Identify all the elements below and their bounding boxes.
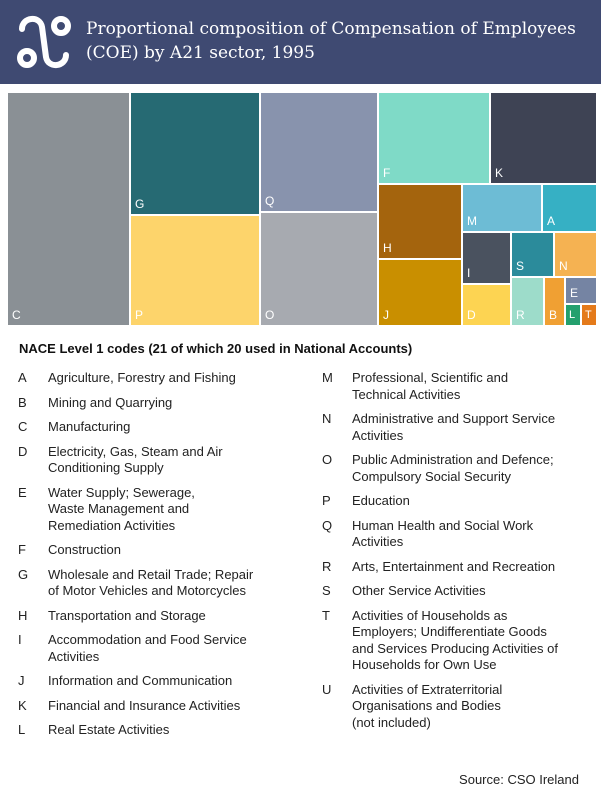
legend-code: N (322, 411, 332, 426)
treemap-cell-j (378, 259, 462, 326)
treemap-label-m: M (467, 214, 477, 228)
legend-heading: NACE Level 1 codes (21 of which 20 used in National Accounts) (19, 341, 413, 356)
page-title: Proportional composition of Compensation of Employees (COE) by A21 sector, 1995 (86, 19, 576, 63)
legend-code: I (18, 632, 22, 647)
legend-row-u (322, 682, 592, 732)
legend-description: Accommodation and Food Service Activities (48, 632, 247, 664)
legend-code: D (18, 443, 28, 459)
legend-row-b (18, 395, 308, 412)
legend-code: A (18, 370, 27, 385)
legend-row-k (18, 698, 308, 715)
cso-logo-icon (14, 11, 74, 73)
legend-row-d (18, 444, 308, 477)
treemap-cell-n (554, 232, 597, 277)
legend-description: Information and Communication (48, 673, 233, 688)
legend-description: Professional, Scientific and Technical Activities (352, 370, 509, 402)
legend-description: Transportation and Storage (48, 607, 206, 623)
legend-row-q (322, 518, 592, 551)
treemap-label-e: E (570, 286, 579, 300)
treemap-label-t: T (585, 309, 592, 321)
legend-row-e (18, 485, 308, 535)
legend-code: T (322, 607, 330, 623)
legend-row-i (18, 632, 308, 665)
source-note: Source: CSO Ireland (459, 772, 579, 787)
treemap-cell-p (130, 215, 260, 326)
legend-row-p (322, 493, 592, 510)
legend-description: Other Service Activities (352, 583, 486, 598)
legend-description: Administrative and Support Service Activities (352, 411, 556, 443)
legend-row-o (322, 452, 592, 485)
legend-row-t (322, 608, 592, 674)
legend-description: Water Supply; Sewerage, Waste Management and Remediation Activities (48, 484, 195, 533)
treemap-label-k: K (495, 166, 504, 180)
legend-description: Education (352, 493, 410, 508)
legend-column-left (18, 370, 308, 747)
treemap-label-l: L (569, 309, 576, 321)
legend-description: Manufacturing (48, 419, 131, 434)
treemap-label-b: B (549, 308, 558, 322)
legend-description: Agriculture, Forestry and Fishing (48, 370, 236, 385)
legend-row-a (18, 370, 308, 387)
legend-row-r (322, 559, 592, 576)
treemap-label-s: S (516, 259, 525, 273)
treemap-cell-g (130, 92, 260, 215)
treemap-cell-f (378, 92, 490, 184)
treemap-cell-r (511, 277, 544, 326)
legend-code: O (322, 452, 333, 467)
legend-row-l (18, 722, 308, 739)
legend-code: K (18, 697, 27, 713)
treemap-cell-m (462, 184, 542, 232)
treemap-label-h: H (383, 241, 392, 255)
legend-row-g (18, 567, 308, 600)
treemap-cell-h (378, 184, 462, 259)
legend-description: Real Estate Activities (48, 722, 170, 737)
legend-description: Public Administration and Defence; Compulsory Social Security (352, 452, 554, 484)
legend-code: Q (322, 517, 333, 533)
legend-row-h (18, 608, 308, 625)
legend-description: Mining and Quarrying (48, 394, 173, 410)
treemap-label-o: O (265, 308, 275, 322)
treemap-cell-o (260, 212, 378, 326)
treemap-label-d: D (467, 308, 476, 322)
treemap-cell-e (565, 277, 597, 304)
treemap-label-j: J (383, 308, 389, 322)
legend-description: Arts, Entertainment and Recreation (352, 558, 556, 574)
legend-row-c (18, 419, 308, 436)
treemap-label-a: A (547, 214, 556, 228)
treemap-cell-b (544, 277, 565, 326)
legend-code: L (18, 722, 26, 737)
legend-description: Electricity, Gas, Steam and Air Conditioning Supply (48, 443, 223, 475)
legend-description: Financial and Insurance Activities (48, 697, 241, 713)
treemap-cell-k (490, 92, 597, 184)
legend-code: M (322, 370, 333, 385)
legend-code: S (322, 583, 331, 598)
legend-code: U (322, 681, 332, 697)
legend-description: Activities of Extraterritorial Organisations and Bodies (not included) (352, 681, 503, 730)
legend-code: F (18, 542, 26, 557)
legend-code: H (18, 607, 28, 623)
treemap-cell-i (462, 232, 511, 284)
legend-row-n (322, 411, 592, 444)
treemap-cell-q (260, 92, 378, 212)
treemap-label-i: I (467, 266, 471, 280)
treemap-chart (7, 92, 597, 326)
legend-description: Construction (48, 542, 121, 557)
legend-row-f (18, 542, 308, 559)
treemap-label-n: N (559, 259, 568, 273)
legend-description: Activities of Households as Employers; Undifferentiate Goods and Services Producing Activities of Households for Own Use (352, 607, 558, 672)
legend-row-j (18, 673, 308, 690)
legend-row-m (322, 370, 592, 403)
legend-code: B (18, 394, 27, 410)
treemap-label-c: C (12, 308, 21, 322)
legend-code: P (322, 493, 331, 508)
legend-code: R (322, 558, 332, 574)
legend-code: E (18, 484, 27, 500)
legend-code: G (18, 566, 29, 582)
legend-column-right (322, 370, 592, 739)
treemap-cell-t (581, 304, 597, 326)
treemap-cell-d (462, 284, 511, 326)
treemap-cell-c (7, 92, 130, 326)
legend-description: Wholesale and Retail Trade; Repair of Motor Vehicles and Motorcycles (48, 566, 254, 598)
treemap-label-p: P (135, 308, 144, 322)
treemap-cell-s (511, 232, 554, 277)
legend-code: C (18, 419, 28, 434)
legend-code: J (18, 673, 25, 688)
legend-description: Human Health and Social Work Activities (352, 517, 534, 549)
treemap-label-g: G (135, 197, 145, 211)
treemap-label-r: R (516, 308, 525, 322)
legend-row-s (322, 583, 592, 600)
header-banner (0, 0, 601, 84)
treemap-cell-l (565, 304, 581, 326)
treemap-label-q: Q (265, 194, 275, 208)
treemap-label-f: F (383, 166, 391, 180)
treemap-cell-a (542, 184, 597, 232)
